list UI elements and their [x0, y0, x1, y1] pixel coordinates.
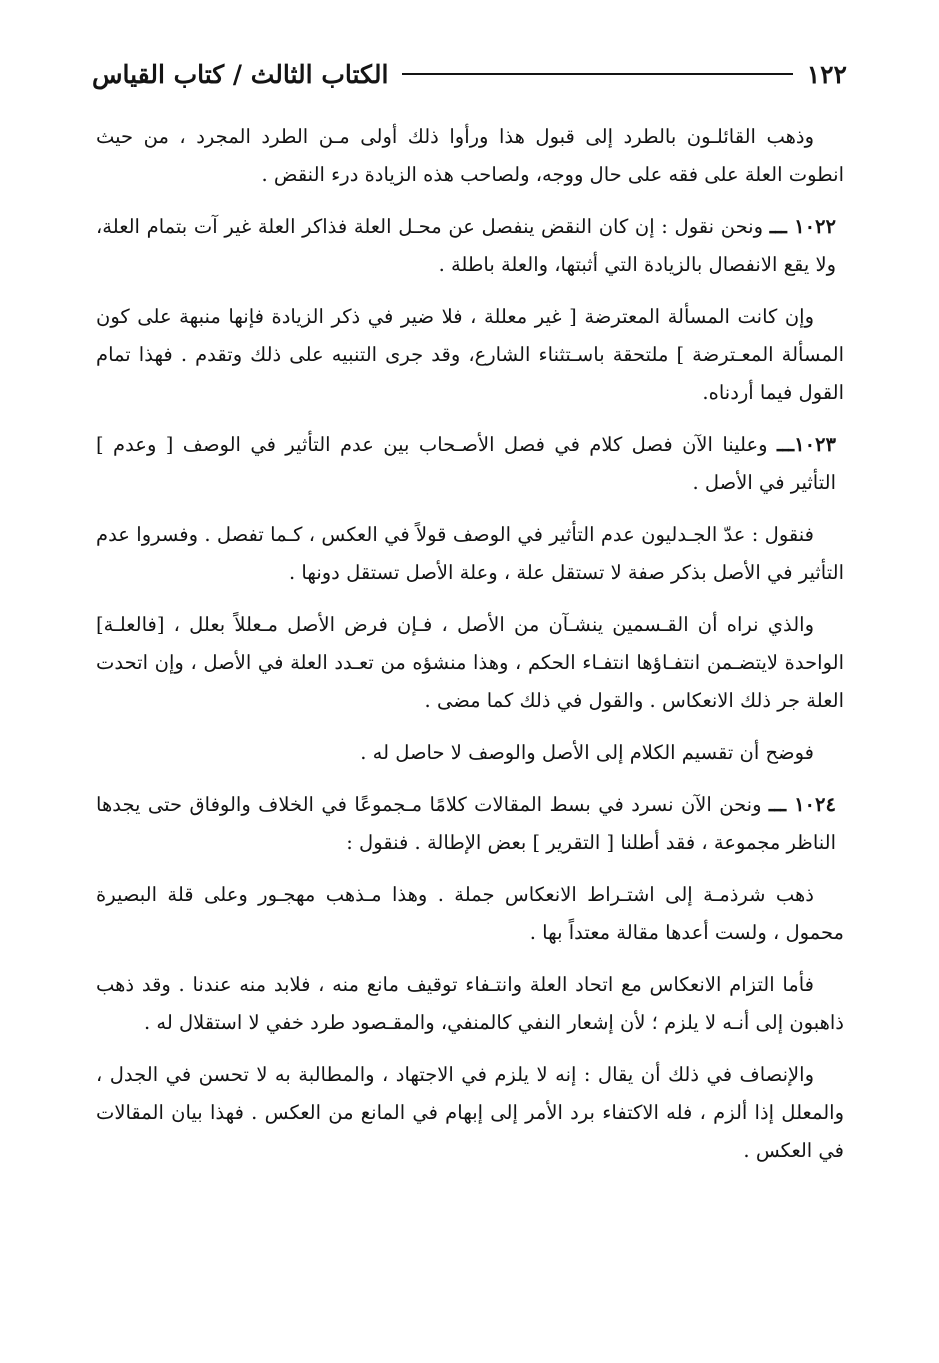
- paragraph: [96, 966, 844, 1042]
- header-rule: [402, 73, 792, 75]
- paragraph: [96, 734, 844, 772]
- paragraph: [96, 516, 844, 592]
- paragraph-text: ونحن نقول : إن كان النقض ينفصل عن محـل العلة فذاكر العلة غير آت بتمام العلة، ولا يقع الانفصال بالزيادة التي أثبتها، والعلة باطلة .: [96, 215, 836, 276]
- paragraph: [96, 208, 844, 284]
- paragraph-text: والإنصاف في ذلك أن يقال : إنه لا يلزم في الاجتهاد ، والمطالبة به لا تحسن في الجدل ، والمعلل إذا ألزم ، فله الاكتفاء برد الأمر إلى إبهام في المانع من العكس . فهذا بيان المقالات في العكس .: [96, 1063, 844, 1162]
- running-title: الكتاب الثالث / كتاب القياس: [92, 59, 389, 89]
- paragraph-text: والذي نراه أن القـسمين ينشـآن من الأصل ، فـإن فرض الأصل مـعللاً بعلل ، [فالعلـة] الواحدة لايتضـمن انتفـاؤها انتفـاء الحكم ، وهذا منشؤه من تعـدد العلة في الأصل ، وإن اتحدت العلة جر ذلك الانعكاس . والقول في ذلك كما مضى .: [96, 613, 844, 712]
- paragraph-text: وإن كانت المسألة المعترضة [ غير معللة ، فلا ضير في ذكر الزيادة فإنها منبهة على كون المسألة المعـترضة ] ملتحقة باسـتثناء الشارع، وقد جرى التنبيه على ذلك وتقدم . فهذا تمام القول فيما أردناه.: [96, 305, 844, 404]
- paragraph: [96, 876, 844, 952]
- paragraph-text: ونحن الآن نسرد في بسط المقالات كلامًا مـجموعًا في الخلاف والوفاق حتى يجدها الناظر مجموعة ، فقد أطلنا [ التقرير ] بعض الإطالة . فنقول :: [96, 793, 836, 854]
- page-header: [92, 52, 847, 96]
- paragraph-number: ١٠٢٤ ـــ: [768, 793, 836, 816]
- paragraph-text: ذهب شرذمـة إلى اشتـراط الانعكاس جملة . وهذا مـذهب مهجـور وعلى قلة البصيرة محمول ، ولست أعدها مقالة معتداً بها .: [96, 883, 844, 944]
- paragraph: [96, 118, 844, 194]
- paragraph: [96, 426, 844, 502]
- paragraph: [96, 298, 844, 412]
- paragraph-text: وذهب القائلـون بالطرد إلى قبول هذا ورأوا ذلك أولى مـن الطرد المجرد ، من حيث انطوت العلة على فقه على حال ووجه، ولصاحب هذه الزيادة درء النقض .: [96, 125, 844, 186]
- paragraph-text: فوضح أن تقسيم الكلام إلى الأصل والوصف لا حاصل له .: [360, 741, 814, 764]
- paragraph: [96, 786, 844, 862]
- page-number: ١٢٢: [806, 59, 847, 89]
- paragraph-text: فنقول : عدّ الجـدليون عدم التأثير في الوصف قولاً في العكس ، كـما تفصل . وفسروا عدم التأثير في الأصل بذكر صفة لا تستقل علة ، وعلة الأصل تستقل دونها .: [96, 523, 844, 584]
- paragraph-number: ١٠٢٢ ـــ: [769, 215, 836, 238]
- page-body: [96, 118, 844, 1184]
- paragraph: [96, 606, 844, 720]
- paragraph: [96, 1056, 844, 1170]
- paragraph-text: وعلينا الآن فصل كلام في فصل الأصـحاب بين عدم التأثير في الوصف [ وعدم ] التأثير في الأصل .: [96, 433, 836, 494]
- paragraph-text: فأما التزام الانعكاس مع اتحاد العلة وانتـفاء توقيف مانع منه ، فلابد منه عندنا . وقد ذهب ذاهبون إلى أنـه لا يلزم ؛ لأن إشعار النفي كالمنفي، والمقـصود طرد خفي لا استقلال له .: [96, 973, 844, 1034]
- paragraph-number: ١٠٢٣ـــ: [776, 433, 836, 456]
